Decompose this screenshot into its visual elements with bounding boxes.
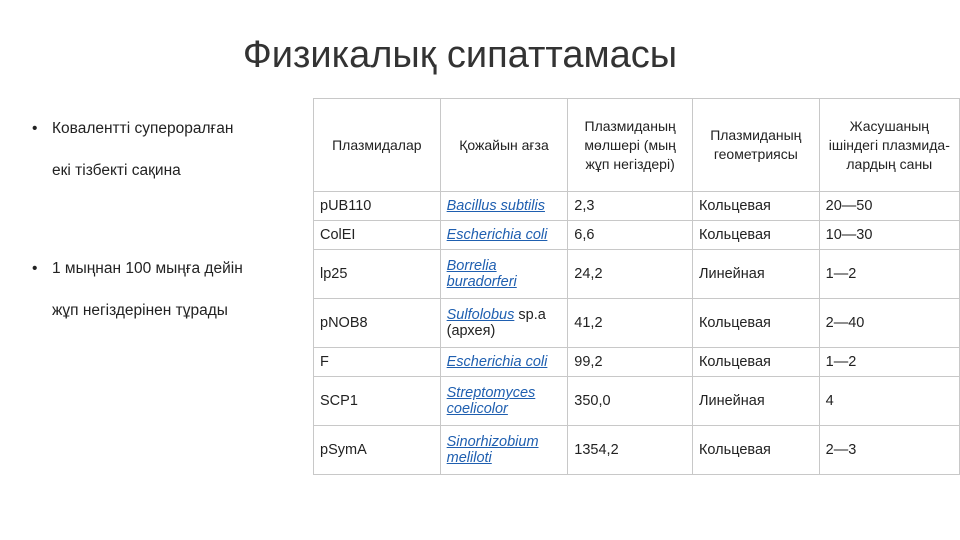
table-row: [314, 426, 960, 475]
bullet-text-line1: Ковалентті супероралған: [52, 120, 234, 137]
host-link[interactable]: Escherichia coli: [446, 227, 548, 243]
cell-plasmid: pSymA: [314, 426, 441, 475]
header-plasmids: Плазмидалар: [314, 99, 441, 192]
cell-geometry: Линейная: [692, 377, 819, 426]
host-link[interactable]: Sinorhizobium meliloti: [446, 434, 539, 466]
cell-plasmid: pUB110: [314, 192, 441, 221]
host-suffix: sp.a (архея): [446, 307, 546, 339]
cell-size: 2,3: [568, 192, 693, 221]
host-link[interactable]: Streptomyces coelicolor: [446, 385, 536, 417]
bullet-text-line2: жұп негіздерінен тұрады: [52, 302, 228, 319]
bullet-dot-icon: •: [32, 260, 38, 277]
table-row: [314, 299, 960, 348]
cell-copy-number: 1—2: [819, 348, 959, 377]
cell-geometry: Кольцевая: [692, 299, 819, 348]
cell-copy-number: 2—40: [819, 299, 959, 348]
cell-geometry: Кольцевая: [692, 221, 819, 250]
header-copy-number: Жасушаның ішіндегі плазмида-лардың саны: [819, 99, 959, 192]
cell-host: [440, 221, 568, 250]
cell-copy-number: 20—50: [819, 192, 959, 221]
cell-host: [440, 426, 568, 475]
cell-plasmid: SCP1: [314, 377, 441, 426]
cell-size: 1354,2: [568, 426, 693, 475]
table-row: [314, 250, 960, 299]
cell-host: [440, 250, 568, 299]
table-row: [314, 192, 960, 221]
cell-host: [440, 192, 568, 221]
cell-geometry: Кольцевая: [692, 192, 819, 221]
cell-plasmid: lp25: [314, 250, 441, 299]
header-size: Плазмиданың мөлшері (мың жұп негіздері): [568, 99, 693, 192]
table-row: [314, 377, 960, 426]
table-header-row: [314, 99, 960, 192]
bullet-text-line1: 1 мыңнан 100 мыңға дейін: [52, 260, 243, 277]
bullet-dot-icon: •: [32, 120, 38, 137]
host-link[interactable]: Borrelia buradorferi: [446, 258, 517, 290]
cell-host: [440, 377, 568, 426]
cell-geometry: Кольцевая: [692, 348, 819, 377]
cell-size: 6,6: [568, 221, 693, 250]
slide-title: Физикалық сипаттамасы: [242, 34, 678, 76]
cell-geometry: Линейная: [692, 250, 819, 299]
cell-host: [440, 299, 568, 348]
cell-copy-number: 2—3: [819, 426, 959, 475]
host-link[interactable]: Sulfolobus: [446, 307, 515, 323]
table-row: [314, 221, 960, 250]
cell-host: [440, 348, 568, 377]
cell-copy-number: 4: [819, 377, 959, 426]
cell-copy-number: 1—2: [819, 250, 959, 299]
cell-plasmid: pNOB8: [314, 299, 441, 348]
host-link[interactable]: Escherichia coli: [446, 354, 548, 370]
host-link[interactable]: Bacillus subtilis: [446, 198, 545, 214]
cell-plasmid: F: [314, 348, 441, 377]
cell-geometry: Кольцевая: [692, 426, 819, 475]
header-host: Қожайын ағза: [440, 99, 568, 192]
header-geometry: Плазмиданың геометриясы: [692, 99, 819, 192]
bullet-text-line2: екі тізбекті сақина: [52, 162, 181, 179]
table-row: [314, 348, 960, 377]
plasmid-table: [313, 98, 960, 475]
cell-size: 350,0: [568, 377, 693, 426]
cell-size: 24,2: [568, 250, 693, 299]
bullet-item: [30, 118, 233, 182]
cell-size: 99,2: [568, 348, 693, 377]
cell-copy-number: 10—30: [819, 221, 959, 250]
cell-size: 41,2: [568, 299, 693, 348]
bullet-item: [30, 258, 243, 322]
cell-plasmid: ColEI: [314, 221, 441, 250]
